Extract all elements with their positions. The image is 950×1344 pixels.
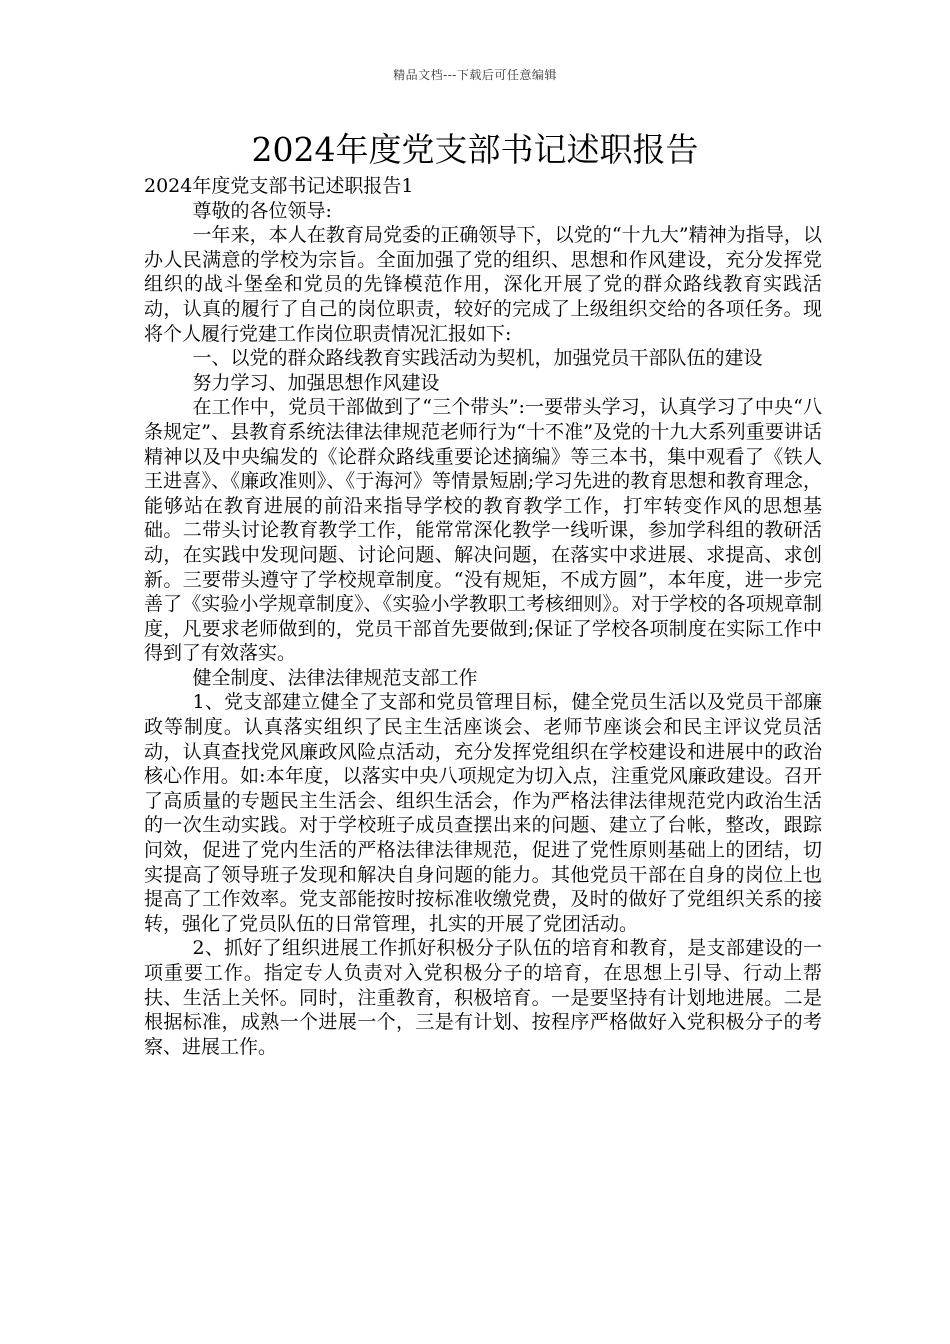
- document-title: 2024年度党支部书记述职报告: [251, 130, 699, 169]
- document-subtitle: 2024年度党支部书记述职报告1: [144, 175, 414, 197]
- paragraph-intro: 一年来，本人在教育局党委的正确领导下，以党的“十九大”精神为指导，以办人民满意的学校为宗旨。全面加强了党的组织、思想和作风建设，充分发挥党组织的战斗堡垒和党员的先锋模范作用，深化开展了党的群众路线教育实践活动，认真的履行了自己的岗位职责，较好的完成了上级组织交给的各项任务。现将个人履行党建工作岗位职责情况汇报如下:: [144, 224, 822, 345]
- salutation: 尊敬的各位领导:: [192, 199, 332, 222]
- paragraph-three-leads: 在工作中，党员干部做到了“三个带头”:一要带头学习，认真学习了中央“八条规定”、县教育系统法律法律规范老师行为“十不准”及党的十九大系列重要讲话精神以及中央编发的《论群众路线重要论述摘编》等三本书，集中观看了《铁人王进喜》、《廉政准则》、《于海河》等情景短剧;学习先进的教育思想和教育理念，能够站在教育进展的前沿来指导学校的教育教学工作，打牢转变作风的思想基础。二带头讨论教育教学工作，能常常深化教学一线听课，参加学科组的教研活动，在实践中发现问题、讨论问题、解决问题，在落实中求进展、求提高、求创新。三要带头遵守了学校规章制度。“没有规矩，不成方圆”，本年度，进一步完善了《实验小学规章制度》、《实验小学教职工考核细则》。对于学校的各项规章制度，凡要求老师做到的，党员干部首先要做到;保证了学校各项制度在实际工作中得到了有效落实。: [144, 396, 822, 665]
- paragraph-item-2: 2、抓好了组织进展工作抓好积极分子队伍的培育和教育，是支部建设的一项重要工作。指定专人负责对入党积极分子的培育，在思想上引导、行动上帮扶、生活上关怀。同时，注重教育，积极培育。一是要坚持有计划地进展。二是根据标准，成熟一个进展一个，三是有计划、按程序严格做好入党积极分子的考察、进展工作。: [144, 937, 822, 1058]
- section-heading-1: 一、以党的群众路线教育实践活动为契机，加强党员干部队伍的建设: [192, 347, 763, 370]
- page-header-note: 精品文档---下载后可任意编辑: [393, 68, 557, 82]
- document-body: [144, 174, 822, 1059]
- subheading-system: 健全制度、法律法律规范支部工作: [192, 666, 478, 689]
- subheading-study: 努力学习、加强思想作风建设: [192, 371, 440, 394]
- paragraph-item-1: 1、党支部建立健全了支部和党员管理目标，健全党员生活以及党员干部廉政等制度。认真落实组织了民主生活座谈会、老师节座谈会和民主评议党员活动，认真查找党风廉政风险点活动，充分发挥党组织在学校建设和进展中的政治核心作用。如:本年度，以落实中央八项规定为切入点，注重党风廉政建设。召开了高质量的专题民主生活会、组织生活会，作为严格法律法律规范党内政治生活的一次生动实践。对于学校班子成员查摆出来的问题、建立了台帐，整改，跟踪问效，促进了党内生活的严格法律法律规范，促进了党性原则基础上的团结，切实提高了领导班子发现和解决自身问题的能力。其他党员干部在自身的岗位上也提高了工作效率。党支部能按时按标准收缴党费，及时的做好了党组织关系的接转，强化了党员队伍的日常管理，扎实的开展了党团活动。: [144, 691, 822, 935]
